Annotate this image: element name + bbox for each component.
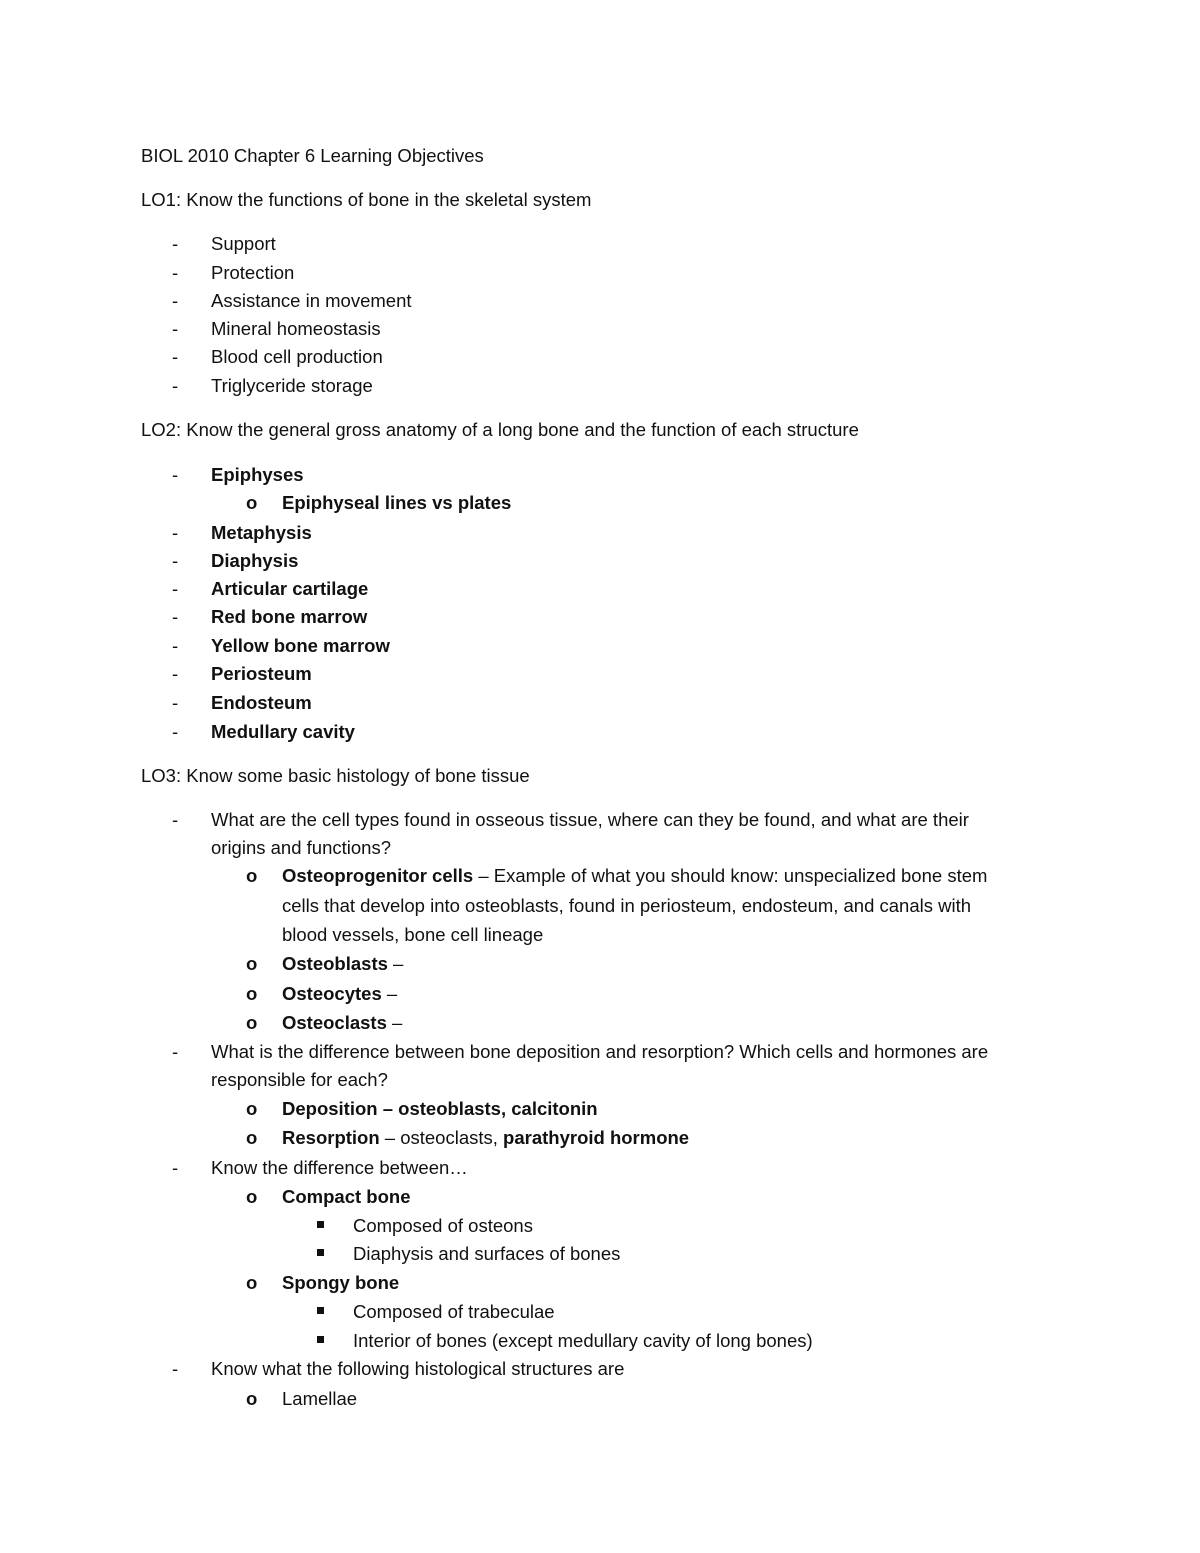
lo1-heading — [141, 188, 591, 212]
square-bullet-icon — [317, 1336, 324, 1343]
dash-bullet: - — [172, 290, 179, 311]
osteoblasts-term: Osteoblasts — [282, 953, 388, 974]
osteoblasts-item — [282, 952, 403, 976]
circle-bullet: o — [246, 1388, 258, 1409]
dash-bullet: - — [172, 809, 179, 830]
lo1-item-support: Support — [211, 233, 276, 254]
square-bullet-icon — [317, 1221, 324, 1228]
lo1-item-triglyceride: Triglyceride storage — [211, 375, 373, 396]
lo3-q1-line1: What are the cell types found in osseous tissue, where can they be found, and what are their — [211, 809, 969, 830]
dash-bullet: - — [172, 578, 179, 599]
dash-bullet: - — [172, 663, 179, 684]
circle-bullet: o — [246, 1098, 258, 1119]
lo1-item-mineral: Mineral homeostasis — [211, 318, 381, 339]
osteoprogenitor-item — [282, 864, 987, 888]
spongy-bone-detail: Interior of bones (except medullary cavity of long bones) — [353, 1330, 813, 1351]
dash-bullet: - — [172, 635, 179, 656]
lo2-item-epiphyses: Epiphyses — [211, 464, 304, 485]
lo3-heading — [141, 764, 530, 788]
lo3-q1-line2: origins and functions? — [211, 837, 391, 858]
dash-bullet: - — [172, 346, 179, 367]
osteoprogenitor-term: Osteoprogenitor cells — [282, 865, 474, 886]
lo3-q2-line2: responsible for each? — [211, 1069, 388, 1090]
osteoprogenitor-desc-line3: blood vessels, bone cell lineage — [282, 924, 544, 945]
lo1-item-movement: Assistance in movement — [211, 290, 412, 311]
circle-bullet: o — [246, 983, 258, 1004]
deposition-term: Deposition — [282, 1098, 378, 1119]
dash-bullet: - — [172, 464, 179, 485]
osteoclasts-item — [282, 1011, 402, 1035]
osteoprogenitor-desc-line2: cells that develop into osteoblasts, found in periosteum, endosteum, and canals with — [282, 895, 972, 916]
osteoblasts-dash: – — [387, 953, 404, 974]
lo3-q4-item-lamellae: Lamellae — [282, 1388, 358, 1409]
resorption-hormone: parathyroid hormone — [503, 1127, 690, 1148]
circle-bullet: o — [246, 1272, 258, 1293]
circle-bullet: o — [246, 1127, 258, 1148]
lo3-text: Know some basic histology of bone tissue — [181, 765, 530, 786]
circle-bullet: o — [246, 1012, 258, 1033]
dash-bullet: - — [172, 1358, 179, 1379]
dash-bullet: - — [172, 233, 179, 254]
circle-bullet: o — [246, 492, 258, 513]
lo2-item-red-marrow: Red bone marrow — [211, 606, 368, 627]
lo3-q3-line: Know the difference between… — [211, 1157, 468, 1178]
osteocytes-term: Osteocytes — [282, 983, 382, 1004]
lo1-text: Know the functions of bone in the skeletal system — [181, 189, 592, 210]
lo1-label: LO1: — [141, 189, 182, 210]
lo2-heading — [141, 418, 859, 442]
lo2-item-articular: Articular cartilage — [211, 578, 369, 599]
dash-bullet: - — [172, 550, 179, 571]
dash-bullet: - — [172, 606, 179, 627]
lo2-item-diaphysis: Diaphysis — [211, 550, 299, 571]
dash-bullet: - — [172, 1157, 179, 1178]
compact-bone-term: Compact bone — [282, 1186, 411, 1207]
osteocytes-item — [282, 982, 397, 1006]
square-bullet-icon — [317, 1307, 324, 1314]
deposition-desc: – osteoblasts, calcitonin — [377, 1098, 598, 1119]
lo2-item-metaphysis: Metaphysis — [211, 522, 312, 543]
lo2-item-endosteum: Endosteum — [211, 692, 312, 713]
spongy-bone-detail: Composed of trabeculae — [353, 1301, 555, 1322]
resorption-term: Resorption — [282, 1127, 380, 1148]
osteoprogenitor-desc: – Example of what you should know: unspecialized bone stem — [473, 865, 988, 886]
lo3-q2-line1: What is the difference between bone deposition and resorption? Which cells and hormones are — [211, 1041, 989, 1062]
lo2-item-periosteum: Periosteum — [211, 663, 312, 684]
compact-bone-detail: Diaphysis and surfaces of bones — [353, 1243, 621, 1264]
dash-bullet: - — [172, 262, 179, 283]
dash-bullet: - — [172, 692, 179, 713]
circle-bullet: o — [246, 865, 258, 886]
square-bullet-icon — [317, 1249, 324, 1256]
osteoclasts-term: Osteoclasts — [282, 1012, 387, 1033]
osteocytes-dash: – — [381, 983, 398, 1004]
lo2-label: LO2: — [141, 419, 182, 440]
circle-bullet: o — [246, 953, 258, 974]
lo2-text: Know the general gross anatomy of a long bone and the function of each structure — [181, 419, 859, 440]
spongy-bone-term: Spongy bone — [282, 1272, 400, 1293]
resorption-item — [282, 1126, 689, 1150]
document-title: BIOL 2010 Chapter 6 Learning Objectives — [141, 145, 484, 166]
lo2-item-yellow-marrow: Yellow bone marrow — [211, 635, 390, 656]
circle-bullet: o — [246, 1186, 258, 1207]
dash-bullet: - — [172, 1041, 179, 1062]
dash-bullet: - — [172, 522, 179, 543]
lo1-item-protection: Protection — [211, 262, 295, 283]
resorption-desc: – osteoclasts, — [379, 1127, 504, 1148]
dash-bullet: - — [172, 375, 179, 396]
compact-bone-detail: Composed of osteons — [353, 1215, 533, 1236]
dash-bullet: - — [172, 721, 179, 742]
lo1-item-blood: Blood cell production — [211, 346, 383, 367]
deposition-item — [282, 1097, 598, 1121]
lo2-subitem-epiphyseal: Epiphyseal lines vs plates — [282, 492, 512, 513]
osteoclasts-dash: – — [386, 1012, 403, 1033]
lo3-q4-line: Know what the following histological structures are — [211, 1358, 625, 1379]
lo2-item-medullary: Medullary cavity — [211, 721, 355, 742]
dash-bullet: - — [172, 318, 179, 339]
lo3-label: LO3: — [141, 765, 182, 786]
